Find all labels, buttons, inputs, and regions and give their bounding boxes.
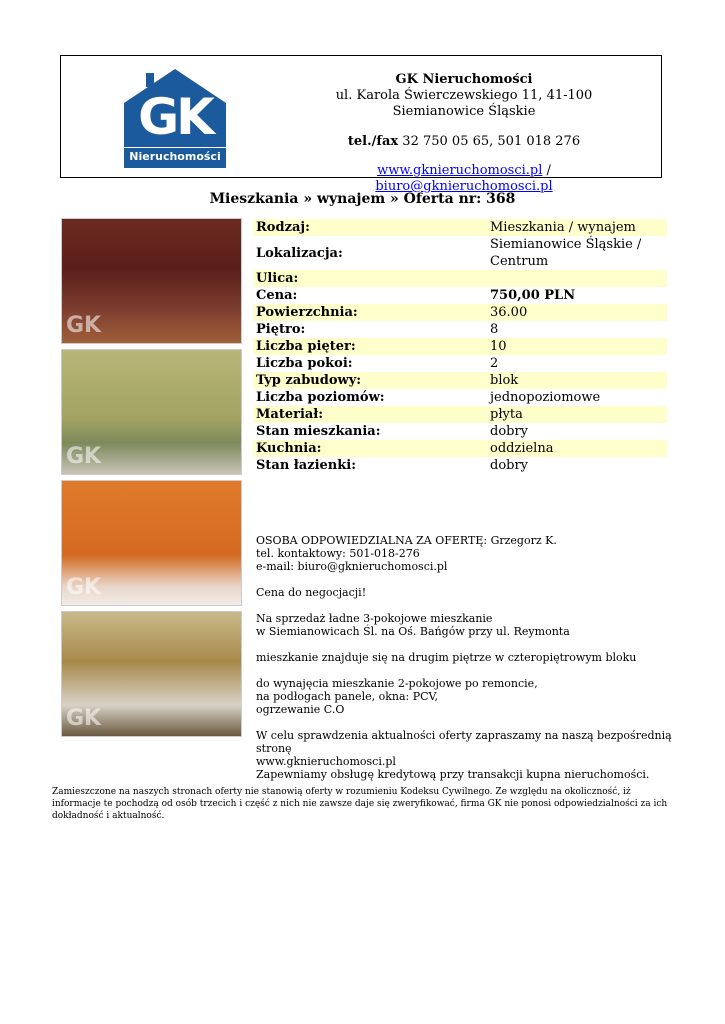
property-label: Powierzchnia:	[253, 304, 487, 321]
company-address: ul. Karola Świerczewskiego 11, 41-100 Siemianowice Śląskie	[335, 88, 593, 119]
property-details-table	[253, 219, 667, 474]
property-value: dobry	[490, 424, 529, 439]
photo-watermark: GK	[66, 444, 102, 469]
property-value: 2	[490, 356, 499, 371]
photo-gallery	[61, 218, 242, 742]
property-value: 750,00 PLN	[490, 288, 576, 303]
property-value: Siemianowice Śląskie / Centrum	[490, 237, 642, 269]
property-row	[253, 406, 667, 423]
property-row	[253, 304, 667, 321]
floor-text: mieszkanie znajduje się na drugim piętrze w czteropiętrowym bloku	[256, 651, 637, 664]
company-name: GK Nieruchomości	[395, 72, 533, 87]
property-label: Liczba pokoi:	[256, 356, 353, 371]
property-value: blok	[487, 372, 667, 389]
phone-value: 32 750 05 65, 501 018 276	[402, 134, 581, 149]
header-box	[60, 55, 662, 194]
contact-info: OSOBA ODPOWIEDZIALNA ZA OFERTĘ: Grzegorz K. tel. kontaktowy: 501-018-276 e-mail: biuro@gknieruchomosci.pl	[256, 534, 557, 573]
property-value: oddzielna	[487, 440, 667, 457]
check-text: W celu sprawdzenia aktualności oferty zapraszamy na naszą bezpośrednią stronę www.gknieruchomosci.pl Zapewniamy obsługę kredytową przy transakcji kupna nieruchomości.	[256, 729, 672, 781]
property-row	[253, 355, 667, 372]
company-logo	[124, 67, 226, 168]
property-row	[253, 440, 667, 457]
page-title: Mieszkania » wynajem » Oferta nr: 368	[209, 191, 516, 207]
link-separator: /	[546, 163, 551, 178]
website-link[interactable]: www.gknieruchomosci.pl	[377, 163, 543, 178]
property-label: Liczba poziomów:	[256, 390, 385, 405]
property-row	[253, 287, 667, 304]
sale-text: Na sprzedaż ładne 3-pokojowe mieszkanie w Siemianowicach Śl. na Oś. Bańgów przy ul. Reymonta	[256, 612, 570, 638]
property-row	[253, 389, 667, 406]
photo-watermark: GK	[66, 706, 102, 731]
property-value: 36.00	[487, 304, 667, 321]
property-value: jednopoziomowe	[490, 390, 601, 405]
property-row	[253, 236, 667, 270]
photo-bedroom[interactable]	[61, 349, 242, 475]
property-label: Ulica:	[253, 270, 487, 287]
property-value: płyta	[487, 406, 667, 423]
property-row	[253, 457, 667, 474]
photo-kitchen[interactable]	[61, 611, 242, 737]
rent-text: do wynajęcia mieszkanie 2-pokojowe po remoncie, na podłogach panele, okna: PCV, ogrzewanie C.O	[256, 677, 538, 716]
property-row	[253, 423, 667, 440]
property-label: Piętro:	[256, 322, 306, 337]
property-row	[253, 338, 667, 355]
negotiation-note: Cena do negocjacji!	[256, 586, 367, 599]
property-value: Mieszkania / wynajem	[487, 219, 667, 236]
email-link[interactable]: biuro@gknieruchomosci.pl	[375, 179, 553, 194]
property-label: Liczba pięter:	[253, 338, 487, 355]
property-label: Stan mieszkania:	[256, 424, 381, 439]
property-row	[253, 270, 667, 287]
phone-label: tel./fax	[347, 134, 399, 149]
property-row	[253, 219, 667, 236]
property-row	[253, 372, 667, 389]
company-info	[291, 72, 637, 195]
photo-watermark: GK	[66, 575, 102, 600]
property-value: 8	[490, 322, 499, 337]
photo-living-room[interactable]	[61, 218, 242, 344]
company-phone	[291, 134, 637, 150]
property-value: 10	[487, 338, 667, 355]
property-label: Lokalizacja:	[256, 245, 343, 261]
property-label: Rodzaj:	[253, 219, 487, 236]
property-label: Materiał:	[253, 406, 487, 423]
legal-disclaimer: Zamieszczone na naszych stronach oferty nie stanowią oferty w rozumieniu Kodeksu Cywilnego. Ze względu na okoliczność, iż informacje te pochodzą od osób trzecich i część z nich nie zawsze daje się zweryfikować, firma GK nie ponosi odpowiedzialności za ich dokładność i aktualność.	[52, 787, 668, 821]
photo-watermark: GK	[66, 313, 102, 338]
property-label: Stan łazienki:	[256, 458, 357, 473]
offer-description	[256, 534, 676, 781]
property-row	[253, 321, 667, 338]
property-value	[487, 270, 667, 287]
property-label: Typ zabudowy:	[253, 372, 487, 389]
logo-subtext: Nieruchomości	[124, 147, 226, 165]
photo-bathroom[interactable]	[61, 480, 242, 606]
property-value: dobry	[490, 458, 529, 473]
property-label: Kuchnia:	[253, 440, 487, 457]
logo-text: GK	[138, 88, 212, 146]
property-label: Cena:	[256, 288, 298, 303]
